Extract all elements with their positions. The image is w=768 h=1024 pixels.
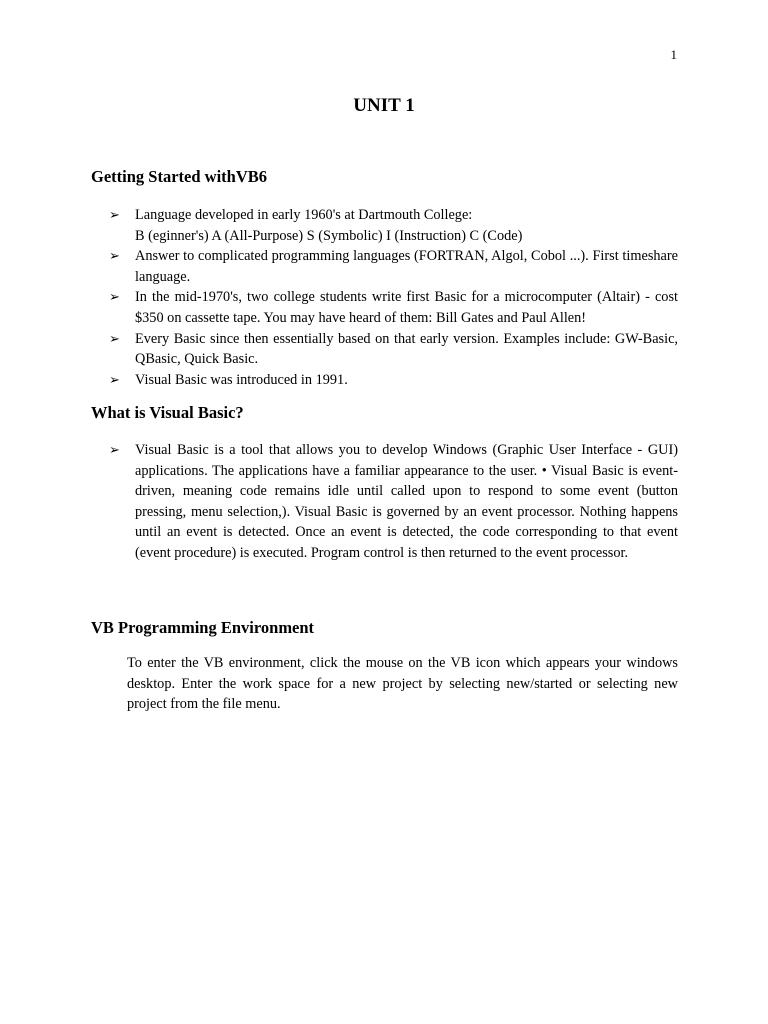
list-item-text-line2: B (eginner's) A (All-Purpose) S (Symbolic) I (Instruction) C (Code) — [135, 227, 523, 244]
arrow-bullet-icon: ➢ — [109, 207, 120, 222]
page-number: 1 — [670, 47, 677, 62]
section-heading-what-is-visual-basic: What is Visual Basic? — [91, 403, 244, 422]
section-heading-vb-environment: VB Programming Environment — [91, 618, 315, 637]
list-item — [109, 205, 678, 246]
list-item-text: Visual Basic is a tool that allows you to develop Windows (Graphic User Interface - GUI) applications. The applications have a familiar appearance to the user. • Visual Basic is event-driven, meaning code remains idle until called upon to respond to some event (button pressing, menu selection,). Visual Basic is governed by an event processor. Nothing happens until an event is detected. Once an event is detected, the code corresponding to that event (event procedure) is executed. Program control is then returned to the event processor. — [135, 442, 678, 561]
arrow-bullet-icon: ➢ — [109, 289, 120, 305]
arrow-bullet-icon: ➢ — [109, 371, 120, 387]
list-item — [109, 370, 678, 391]
list-item-text: Visual Basic was introduced in 1991. — [135, 371, 348, 388]
list-item — [109, 329, 678, 370]
arrow-bullet-icon: ➢ — [109, 248, 120, 264]
list-item-text: Language developed in early 1960's at Dartmouth College: — [135, 207, 473, 223]
arrow-bullet-icon: ➢ — [109, 330, 120, 346]
arrow-bullet-icon: ➢ — [109, 442, 120, 457]
what-is-visual-basic-list — [109, 440, 678, 564]
unit-title: UNIT 1 — [353, 95, 415, 116]
list-item — [109, 246, 678, 287]
list-item-text: In the mid-1970's, two college students write first Basic for a microcomputer (Altair) - cost $350 on cassette tape. You may have heard of them: Bill Gates and Paul Allen! — [135, 289, 678, 326]
list-item — [109, 287, 678, 328]
list-item-text: Every Basic since then essentially based on that early version. Examples include: GW-Basic, QBasic, Quick Basic. — [135, 330, 678, 368]
list-item-text: Answer to complicated programming languages (FORTRAN, Algol, Cobol ...). First timeshare language. — [135, 248, 678, 285]
list-item — [109, 440, 678, 564]
section-heading-getting-started: Getting Started withVB6 — [91, 167, 267, 186]
vb-environment-paragraph: To enter the VB environment, click the mouse on the VB icon which appears your windows desktop. Enter the work space for a new project by selecting new/started or selecting new project from the file menu. — [127, 655, 678, 713]
getting-started-list — [109, 205, 678, 390]
